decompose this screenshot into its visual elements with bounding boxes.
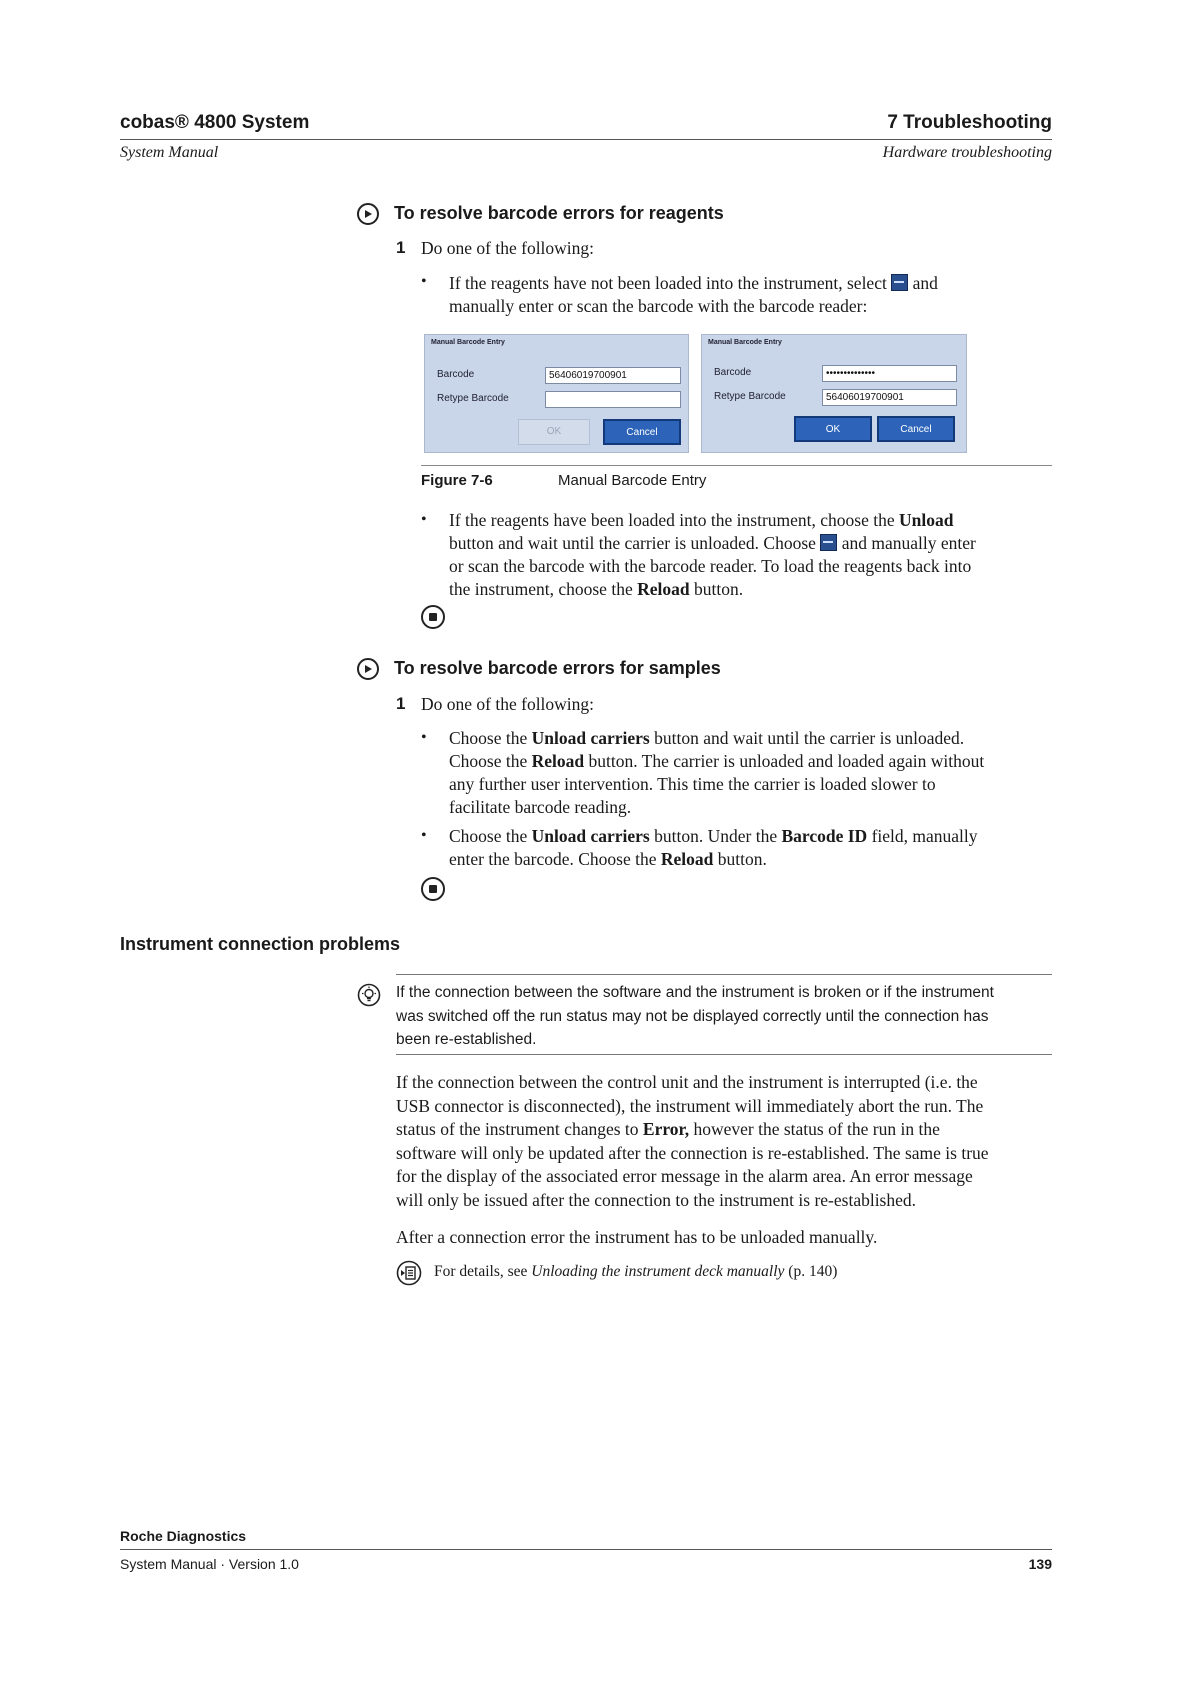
samples-bullet2-line2 (449, 848, 767, 871)
bullet2-text-c: and manually enter (841, 533, 976, 553)
header-manual: System Manual (120, 144, 219, 161)
dialog-title: Manual Barcode Entry (431, 339, 505, 346)
bullet1-text-a: If the reagents have not been loaded into the instrument, select (449, 273, 887, 293)
barcode-id-term: Barcode ID (781, 826, 868, 846)
procedure-end-icon (421, 605, 445, 629)
dialog-title: Manual Barcode Entry (708, 339, 782, 346)
footer-rule (120, 1549, 1052, 1550)
bullet2-text-d: the instrument, choose the (449, 579, 633, 599)
reload-term: Reload (637, 579, 690, 599)
samples-bullet1-line2 (449, 750, 984, 773)
barcode-field[interactable]: •••••••••••••• (822, 365, 957, 382)
paragraph-connection (396, 1071, 1046, 1212)
unload-term: Unload (898, 510, 954, 530)
text: button. Under the (654, 826, 778, 846)
para-line: will only be issued after the connection to the instrument is re-established. (396, 1189, 917, 1210)
text: button. The carrier is unloaded and loaded again without (588, 751, 985, 771)
ref-prefix: For details, see (434, 1263, 528, 1280)
samples-bullet1-line4: facilitate barcode reading. (449, 797, 632, 817)
bullet2-text-e: button. (693, 579, 744, 599)
retype-barcode-label: Retype Barcode (714, 391, 786, 402)
cross-reference (434, 1263, 837, 1281)
unload-carriers-term: Unload carriers (531, 826, 650, 846)
footer-version: System Manual · Version 1.0 (120, 1556, 299, 1572)
text: however the status of the run in the (693, 1119, 940, 1139)
procedure-end-icon (421, 877, 445, 901)
para-line: software will only be updated after the connection is re-established. The same is true (396, 1142, 989, 1163)
procedure-start-icon (357, 203, 379, 225)
bullet2-text-a: If the reagents have been loaded into the instrument, choose the (449, 510, 895, 530)
note-line: If the connection between the software and the instrument is broken or if the instrument (396, 984, 994, 1001)
para-line: If the connection between the control unit and the instrument is interrupted (i.e. the (396, 1072, 978, 1092)
note-line: been re-established. (396, 1031, 537, 1048)
text: enter the barcode. Choose the (449, 849, 657, 869)
manual-barcode-dialog-empty (424, 334, 689, 453)
note-rule-bottom (396, 1054, 1052, 1055)
manual-barcode-dialog-filled (701, 334, 967, 453)
bullet-dot: • (421, 511, 427, 528)
retype-barcode-field[interactable]: 56406019700901 (822, 389, 957, 406)
step-number: 1 (396, 694, 406, 713)
section-heading: Instrument connection problems (120, 934, 401, 954)
text: Choose the (449, 728, 528, 748)
bullet1-text-b: and (912, 273, 938, 293)
samples-bullet1-line3: any further user intervention. This time the carrier is loaded slower to (449, 774, 936, 794)
cancel-button[interactable]: Cancel (603, 419, 681, 445)
barcode-label: Barcode (437, 369, 475, 380)
keyboard-icon (891, 274, 908, 291)
figure-caption: Manual Barcode Entry (558, 472, 707, 489)
error-term: Error, (642, 1119, 690, 1139)
text: button. (717, 849, 767, 869)
retype-barcode-field[interactable] (545, 391, 681, 408)
step-text: Do one of the following: (421, 238, 595, 258)
bullet2-line1 (449, 509, 953, 532)
reload-term: Reload (660, 849, 714, 869)
step-text: Do one of the following: (421, 694, 595, 714)
header-section: Hardware troubleshooting (882, 144, 1052, 161)
note-text (396, 981, 1046, 1052)
text: field, manually (871, 826, 978, 846)
cross-reference-icon (396, 1260, 422, 1291)
samples-bullet1-line1 (449, 727, 964, 750)
ok-button[interactable]: OK (518, 419, 590, 445)
text: Choose the (449, 826, 528, 846)
text: status of the instrument changes to (396, 1119, 639, 1139)
tip-icon (357, 983, 381, 1012)
keyboard-icon (820, 534, 837, 551)
bullet-dot: • (421, 729, 427, 746)
unload-carriers-term: Unload carriers (531, 728, 650, 748)
text: button and wait until the carrier is unloaded. (654, 728, 965, 748)
note-rule-top (396, 974, 1052, 975)
procedure-title-reagents: To resolve barcode errors for reagents (394, 203, 724, 223)
bullet2-text-b: button and wait until the carrier is unloaded. Choose (449, 533, 816, 553)
para-line (396, 1118, 1046, 1142)
bullet2-line4 (449, 578, 743, 601)
bullet2-line2 (449, 532, 976, 555)
note-line: was switched off the run status may not be displayed correctly until the connection has (396, 1007, 989, 1025)
step-number: 1 (396, 238, 406, 257)
cancel-button[interactable]: Cancel (877, 416, 955, 442)
reload-term: Reload (531, 751, 585, 771)
ok-button[interactable]: OK (794, 416, 872, 442)
ref-link[interactable]: Unloading the instrument deck manually (531, 1263, 785, 1280)
header-chapter: 7 Troubleshooting (887, 112, 1052, 133)
header-rule (120, 139, 1052, 140)
procedure-start-icon (357, 658, 379, 680)
text: Choose the (449, 751, 528, 771)
bullet-dot: • (421, 827, 427, 844)
bullet1-line2: manually enter or scan the barcode with the barcode reader: (449, 296, 868, 316)
para-line: USB connector is disconnected), the instrument will immediately abort the run. The (396, 1095, 984, 1116)
header-product: cobas® 4800 System (120, 112, 310, 133)
retype-barcode-label: Retype Barcode (437, 393, 509, 404)
ref-page: (p. 140) (788, 1263, 838, 1280)
bullet-dot: • (421, 273, 427, 290)
samples-bullet2-line1 (449, 825, 978, 848)
procedure-title-samples: To resolve barcode errors for samples (394, 658, 721, 678)
bullet2-line3: or scan the barcode with the barcode reader. To load the reagents back into (449, 556, 972, 576)
bullet1-line1 (449, 272, 938, 295)
page-number: 139 (1028, 1556, 1052, 1572)
figure-rule (421, 465, 1052, 466)
barcode-label: Barcode (714, 367, 752, 378)
barcode-field[interactable]: 56406019700901 (545, 367, 681, 384)
paragraph-unload: After a connection error the instrument has to be unloaded manually. (396, 1227, 878, 1247)
para-line: for the display of the associated error message in the alarm area. An error message (396, 1166, 973, 1186)
footer-company: Roche Diagnostics (120, 1528, 247, 1544)
figure-label: Figure 7-6 (421, 472, 493, 489)
